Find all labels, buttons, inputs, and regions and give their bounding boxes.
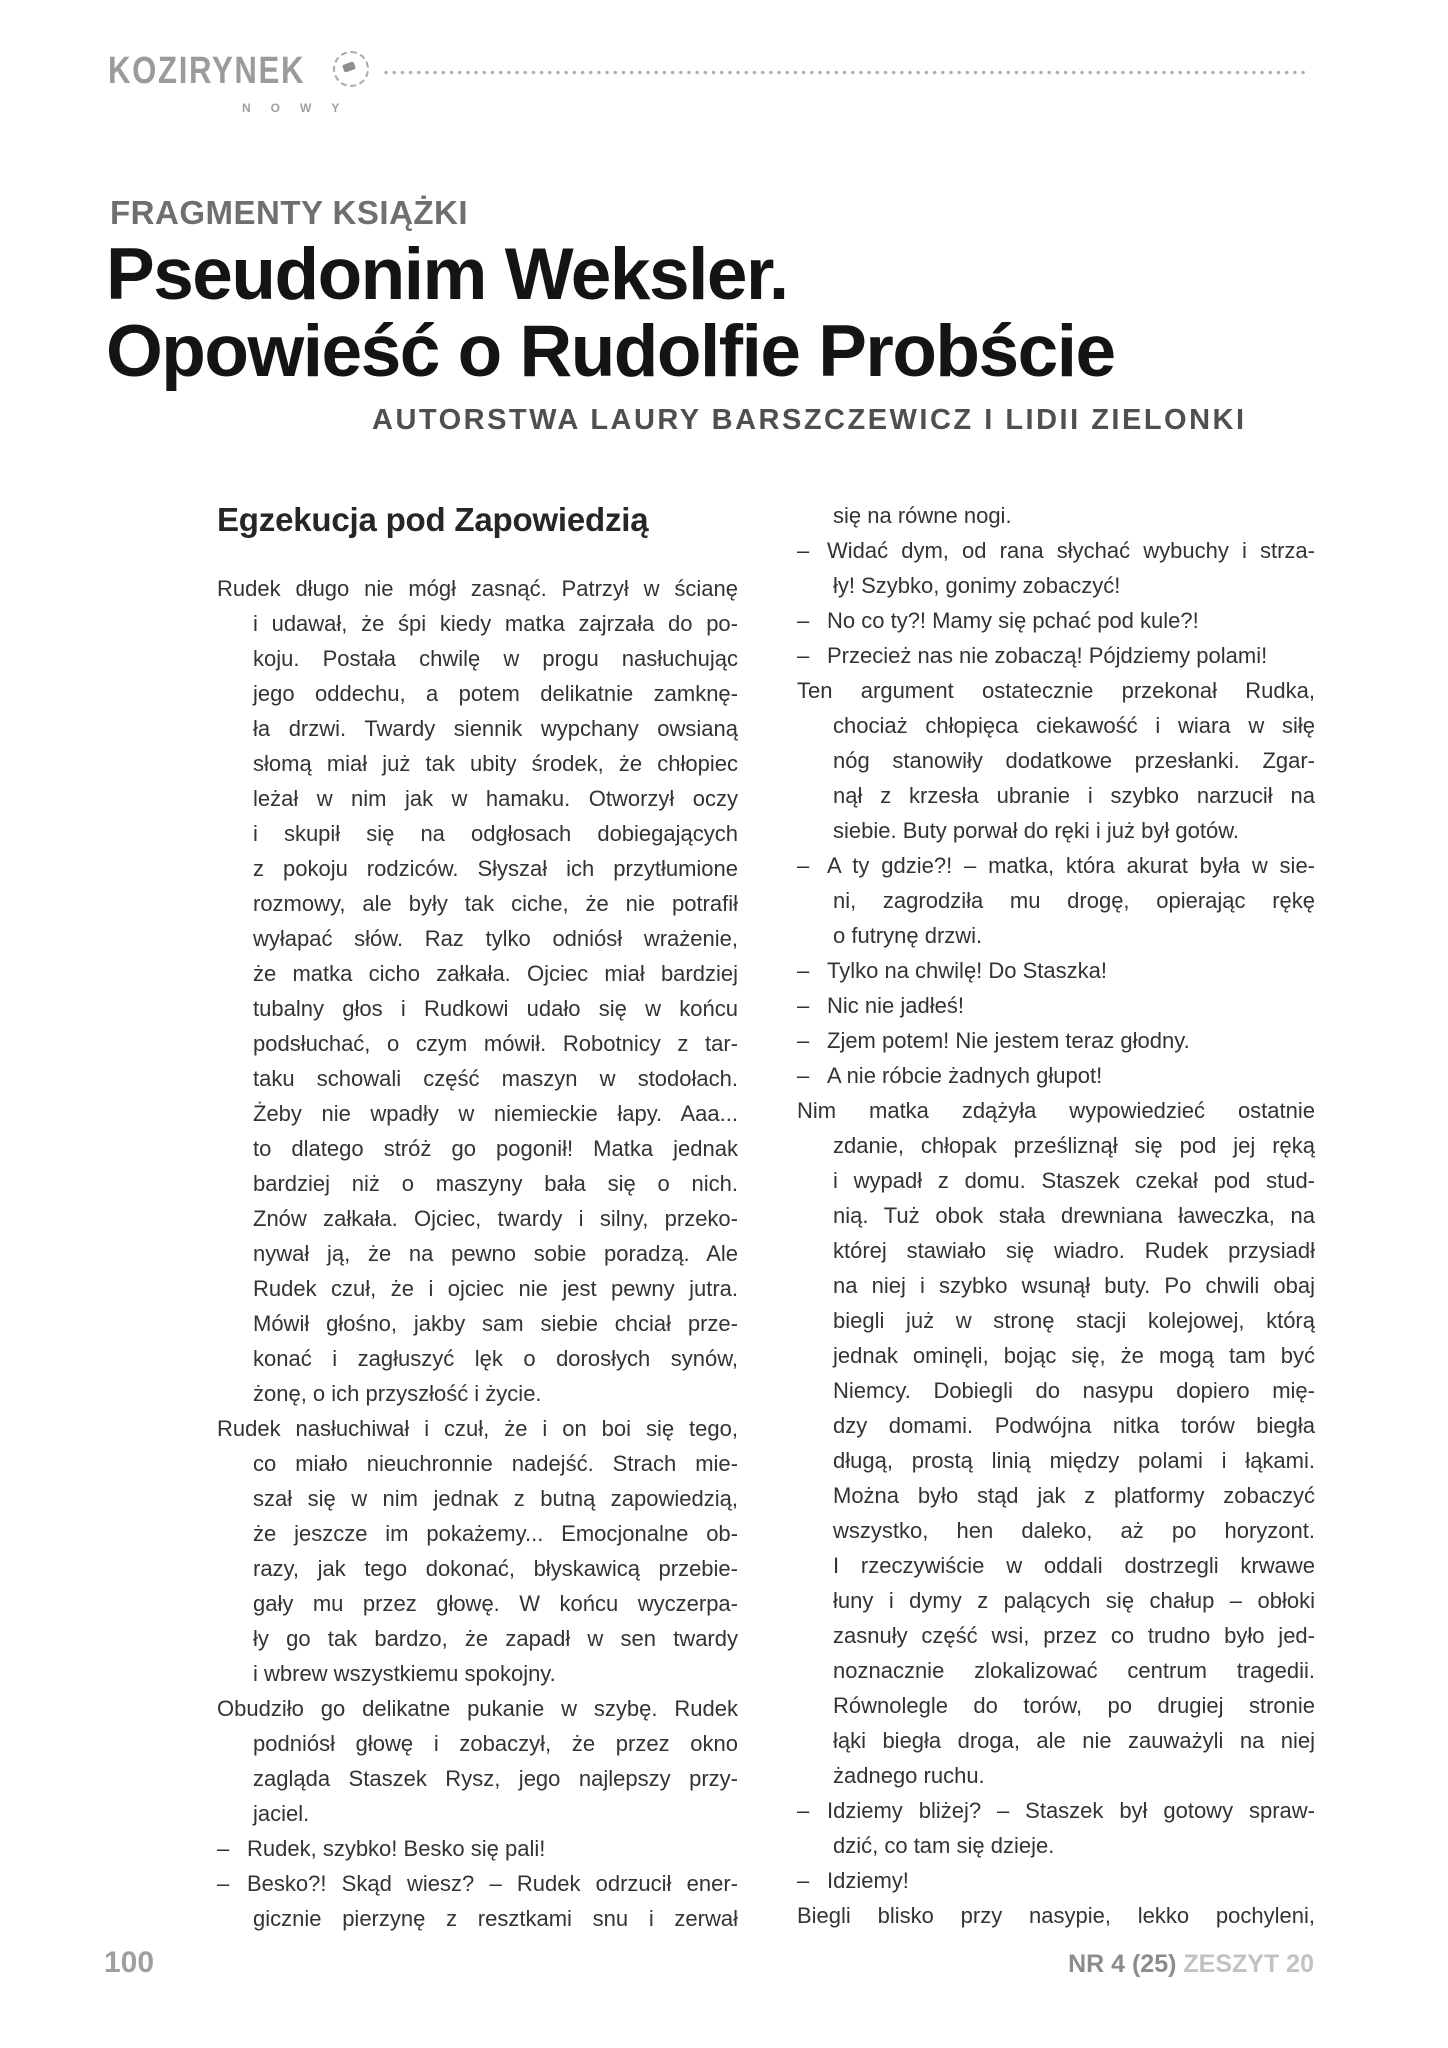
dialogue-dash: – <box>217 1871 230 1896</box>
text-line: zdanie, chłopak prześliznął się pod jej ręką <box>833 1133 1315 1158</box>
text-line: i skupił się na odgłosach dobiegających <box>253 821 738 846</box>
footer-issue-zeszyt: ZESZYT 20 <box>1176 1950 1314 1978</box>
text-line: na niej i szybko wsunął buty. Po chwili obaj <box>833 1273 1315 1298</box>
text-line: Równolegle do torów, po drugiej stronie <box>833 1693 1315 1718</box>
dialogue-dash: – <box>797 1798 810 1823</box>
dialogue-dash: – <box>797 538 810 563</box>
text-line: Można było stąd jak z platformy zobaczyć <box>833 1483 1315 1508</box>
dotted-rule <box>384 70 1306 75</box>
text-line: – A nie róbcie żadnych głupot! <box>797 1058 1315 1093</box>
text-line: dzy domami. Podwójna nitka torów biegła <box>833 1413 1315 1438</box>
footer-issue <box>1068 1950 1314 1979</box>
text-line: nywał ją, że na pewno sobie poradzą. Ale <box>253 1241 738 1266</box>
text-line: ły! Szybko, gonimy zobaczyć! <box>833 573 1121 598</box>
text-line: długą, prostą linią między polami i łąkami. <box>833 1448 1315 1473</box>
text-line: szał się w nim jednak z butną zapowiedzią, <box>253 1486 738 1511</box>
text-line: leżał w nim jak w hamaku. Otworzył oczy <box>253 786 738 811</box>
logo-kozirynek: KOZIRYNEK <box>108 50 306 92</box>
text-line: Znów załkała. Ojciec, twardy i silny, przeko- <box>253 1206 738 1231</box>
text-line: gały mu przez głowę. W końcu wyczerpa- <box>253 1591 738 1616</box>
logo-nowy-label: NOWY <box>242 101 360 115</box>
text-line: jednak ominęli, bojąc się, że mogą tam być <box>833 1343 1315 1368</box>
text-line: – Przecież nas nie zobaczą! Pójdziemy polami! <box>797 638 1315 673</box>
footer-page-number: 100 <box>104 1946 155 1979</box>
text-line: Biegli blisko przy nasypie, lekko pochyleni, <box>797 1903 1315 1928</box>
section-kicker: FRAGMENTY KSIĄŻKI <box>110 194 469 231</box>
text-line: Niemcy. Dobiegli do nasypu dopiero mię- <box>833 1378 1315 1403</box>
text-line: której stawiało się wiadro. Rudek przysiadł <box>833 1238 1315 1263</box>
text-line: jego oddechu, a potem delikatnie zamknę- <box>253 681 738 706</box>
text-line: wszystko, hen daleko, aż po horyzont. <box>833 1518 1315 1543</box>
text-line: tubalny głos i Rudkowi udało się w końcu <box>253 996 738 1021</box>
text-line: żadnego ruchu. <box>833 1763 985 1788</box>
text-line: ła drzwi. Twardy siennik wypchany owsianą <box>253 716 738 741</box>
text-line: że jeszcze im pokażemy... Emocjonalne ob- <box>253 1521 738 1546</box>
text-line: koju. Postała chwilę w progu nasłuchując <box>253 646 738 671</box>
text-line: słomą miał już tak ubity środek, że chłopiec <box>253 751 738 776</box>
text-line: Rudek nasłuchiwał i czuł, że i on boi się tego, <box>217 1416 738 1441</box>
text-line: wyłapać słów. Raz tylko odniósł wrażenie, <box>253 926 738 951</box>
dialogue-dash: – <box>797 993 810 1018</box>
text-line: z pokoju rodziców. Słyszał ich przytłumione <box>253 856 738 881</box>
text-line: rozmowy, ale były tak ciche, że nie potrafił <box>253 891 738 916</box>
text-line: Rudek czuł, że i ojciec nie jest pewny jutra. <box>253 1276 738 1301</box>
dialogue-dash: – <box>797 1868 810 1893</box>
text-line: i udawał, że śpi kiedy matka zajrzała do po- <box>253 611 738 636</box>
text-line: bardziej niż o maszyny bała się o nich. <box>253 1171 738 1196</box>
text-line: – Widać dym, od rana słychać wybuchy i strza- <box>797 533 1315 568</box>
text-line: Żeby nie wpadły w niemieckie łapy. Aaa... <box>253 1101 738 1126</box>
text-line: jaciel. <box>253 1801 310 1826</box>
text-line: żonę, o ich przyszłość i życie. <box>253 1381 542 1406</box>
text-line: I rzeczywiście w oddali dostrzegli krwawe <box>833 1553 1315 1578</box>
dialogue-dash: – <box>797 1028 810 1053</box>
text-line: ni, zagrodziła mu drogę, opierając rękę <box>833 888 1315 913</box>
text-line: Obudziło go delikatne pukanie w szybę. Rudek <box>217 1696 738 1721</box>
text-line: biegli już w stronę stacji kolejowej, którą <box>833 1308 1315 1333</box>
text-line: – No co ty?! Mamy się pchać pod kule?! <box>797 603 1315 638</box>
dialogue-dash: – <box>217 1836 230 1861</box>
text-line: podniósł głowę i zobaczył, że przez okno <box>253 1731 738 1756</box>
text-line: zasnuły część wsi, przez co trudno było jed- <box>833 1623 1315 1648</box>
article-byline: AUTORSTWA LAURY BARSZCZEWICZ I LIDII ZIELONKI <box>372 404 1247 436</box>
footer-issue-number: NR 4 (25) <box>1068 1950 1177 1978</box>
text-line: ły go tak bardzo, że zapadł w sen twardy <box>253 1626 738 1651</box>
text-line: gicznie pierzynę z resztkami snu i zerwał <box>253 1906 738 1931</box>
text-line: się na równe nogi. <box>833 503 1012 528</box>
text-line: – Idziemy! <box>797 1863 1315 1898</box>
text-line: siebie. Buty porwał do ręki i już był gotów. <box>833 818 1239 843</box>
text-line: – Zjem potem! Nie jestem teraz głodny. <box>797 1023 1315 1058</box>
dialogue-dash: – <box>797 1063 810 1088</box>
text-line: Rudek długo nie mógł zasnąć. Patrzył w ścianę <box>217 576 738 601</box>
right-column <box>797 498 1315 1933</box>
text-line: konać i zagłuszyć lęk o dorosłych synów, <box>253 1346 738 1371</box>
text-line: i wbrew wszystkiemu spokojny. <box>253 1661 556 1686</box>
text-line: – Idziemy bliżej? – Staszek był gotowy spraw- <box>797 1793 1315 1828</box>
text-line: zagląda Staszek Rysz, jego najlepszy przy- <box>253 1766 738 1791</box>
text-line: – Nic nie jadłeś! <box>797 988 1315 1023</box>
text-line: podsłuchać, o czym mówił. Robotnicy z tar- <box>253 1031 738 1056</box>
text-line: Nim matka zdążyła wypowiedzieć ostatnie <box>797 1098 1315 1123</box>
text-line: nią. Tuż obok stała drewniana ławeczka, na <box>833 1203 1315 1228</box>
article-title <box>106 236 1115 390</box>
text-line: taku schowali część maszyn w stodołach. <box>253 1066 738 1091</box>
text-line: – Rudek, szybko! Besko się pali! <box>217 1831 738 1866</box>
text-line: Mówił głośno, jakby sam siebie chciał prze- <box>253 1311 738 1336</box>
text-line: chociaż chłopięca ciekawość i wiara w siłę <box>833 713 1315 738</box>
dialogue-dash: – <box>797 958 810 983</box>
text-line: nóg stanowiły dodatkowe przesłanki. Zgar- <box>833 748 1315 773</box>
dialogue-dash: – <box>797 608 810 633</box>
text-line: Ten argument ostatecznie przekonał Rudka, <box>797 678 1315 703</box>
text-line: – Tylko na chwilę! Do Staszka! <box>797 953 1315 988</box>
article-title-line-1: Pseudonim Weksler. <box>106 234 788 315</box>
text-line: noznacznie zlokalizować centrum tragedii. <box>833 1658 1315 1683</box>
stamp-circle-icon <box>333 51 369 87</box>
section-heading: Egzekucja pod Zapowiedzią <box>217 501 649 538</box>
text-line: – Besko?! Skąd wiesz? – Rudek odrzucił ener- <box>217 1866 738 1901</box>
text-line: to dlatego stróż go pogonił! Matka jednak <box>253 1136 738 1161</box>
text-line: i wypadł z domu. Staszek czekał pod stud- <box>833 1168 1315 1193</box>
text-line: o futrynę drzwi. <box>833 923 983 948</box>
text-line: łuny i dymy z palących się chałup – obłoki <box>833 1588 1315 1613</box>
text-line: razy, jak tego dokonać, błyskawicą przebie- <box>253 1556 738 1581</box>
dialogue-dash: – <box>797 853 810 878</box>
text-line: dzić, co tam się dzieje. <box>833 1833 1055 1858</box>
text-line: nął z krzesła ubranie i szybko narzucił na <box>833 783 1315 808</box>
text-line: – A ty gdzie?! – matka, która akurat była w sie- <box>797 848 1315 883</box>
text-line: że matka cicho załkała. Ojciec miał bardziej <box>253 961 738 986</box>
article-title-line-2: Opowieść o Rudolfie Probście <box>106 311 1115 392</box>
dialogue-dash: – <box>797 643 810 668</box>
text-line: co miało nieuchronnie nadejść. Strach mie- <box>253 1451 738 1476</box>
left-column <box>217 498 738 1936</box>
text-line: łąki biegła droga, ale nie zauważyli na niej <box>833 1728 1315 1753</box>
